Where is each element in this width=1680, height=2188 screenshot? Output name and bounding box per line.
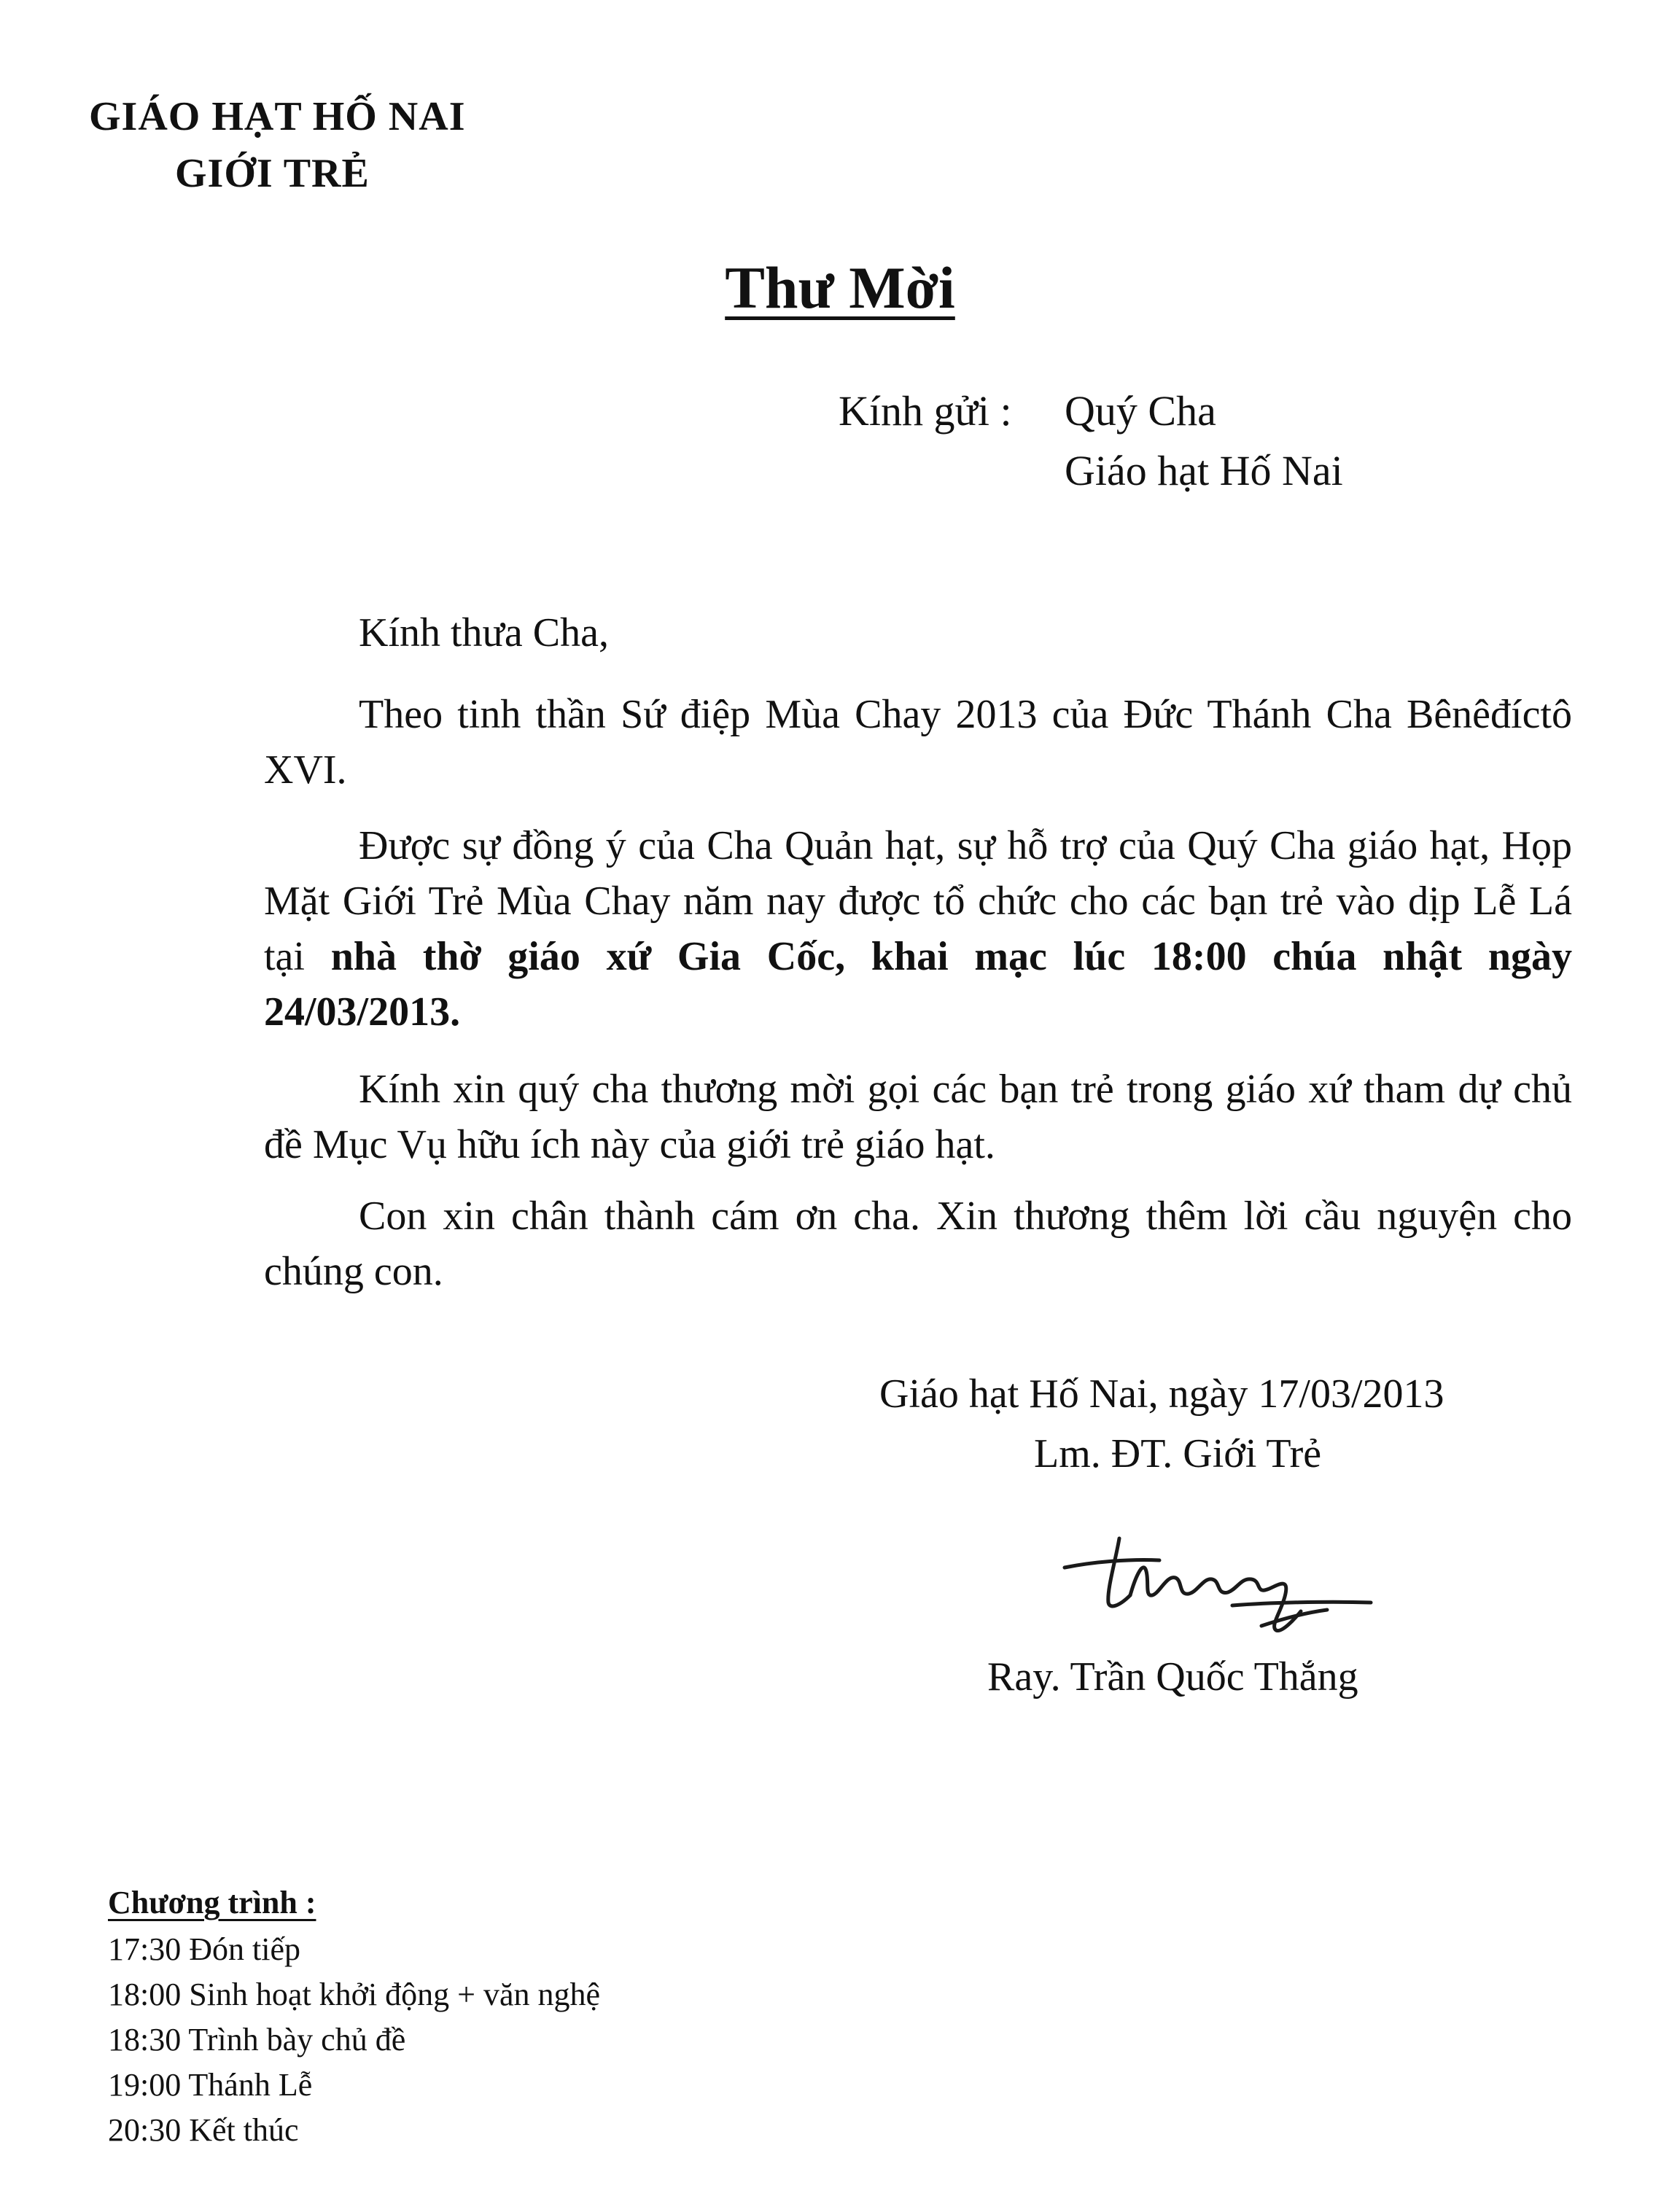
signer-role: Lm. ĐT. Giới Trẻ xyxy=(1034,1431,1322,1476)
program-item: 20:30 Kết thúc xyxy=(108,2112,299,2148)
paragraph-1: Theo tinh thần Sứ điệp Mùa Chay 2013 của Đức Thánh Cha Bênêđíctô XVI. xyxy=(264,692,1572,793)
program-item: 19:00 Thánh Lễ xyxy=(108,2067,313,2103)
paragraph-2 xyxy=(264,818,1572,1040)
paragraph-4: Con xin chân thành cám ơn cha. Xin thương thêm lời cầu nguyện cho chúng con. xyxy=(264,1194,1572,1294)
program-item: 18:00 Sinh hoạt khởi động + văn nghệ xyxy=(108,1977,601,2012)
salutation: Kính thưa Cha, xyxy=(359,610,609,655)
org-line-1: GIÁO HẠT HỐ NAI xyxy=(89,94,466,139)
program-item: 17:30 Đón tiếp xyxy=(108,1931,300,1967)
program-item: 18:30 Trình bày chủ đề xyxy=(108,2022,406,2057)
paragraph-2-text: Được sự đồng ý của Cha Quản hạt, sự hỗ trợ của Quý Cha giáo hạt, Họp Mặt Giới Trẻ Mùa Chay năm nay được tổ chức cho các bạn trẻ vào dịp Lễ Lá tại xyxy=(264,823,1572,979)
place-date: Giáo hạt Hố Nai, ngày 17/03/2013 xyxy=(879,1371,1444,1417)
recipient-line-2: Giáo hạt Hố Nai xyxy=(1065,447,1343,494)
program-title: Chương trình : xyxy=(108,1885,316,1920)
program-section xyxy=(108,1884,600,2153)
handwritten-signature xyxy=(1050,1517,1385,1648)
letter-title: Thư Mời xyxy=(725,254,955,321)
org-line-2: GIỚI TRẺ xyxy=(175,151,370,196)
signer-name: Ray. Trần Quốc Thắng xyxy=(987,1654,1358,1700)
paragraph-2-bold: nhà thờ giáo xứ Gia Cốc, khai mạc lúc 18:00 chúa nhật ngày 24/03/2013. xyxy=(264,934,1572,1035)
recipient-label: Kính gửi : xyxy=(839,387,1012,435)
paragraph-3: Kính xin quý cha thương mời gọi các bạn trẻ trong giáo xứ tham dự chủ đề Mục Vụ hữu ích này của giới trẻ giáo hạt. xyxy=(264,1067,1572,1167)
recipient-line-1: Quý Cha xyxy=(1065,387,1216,435)
